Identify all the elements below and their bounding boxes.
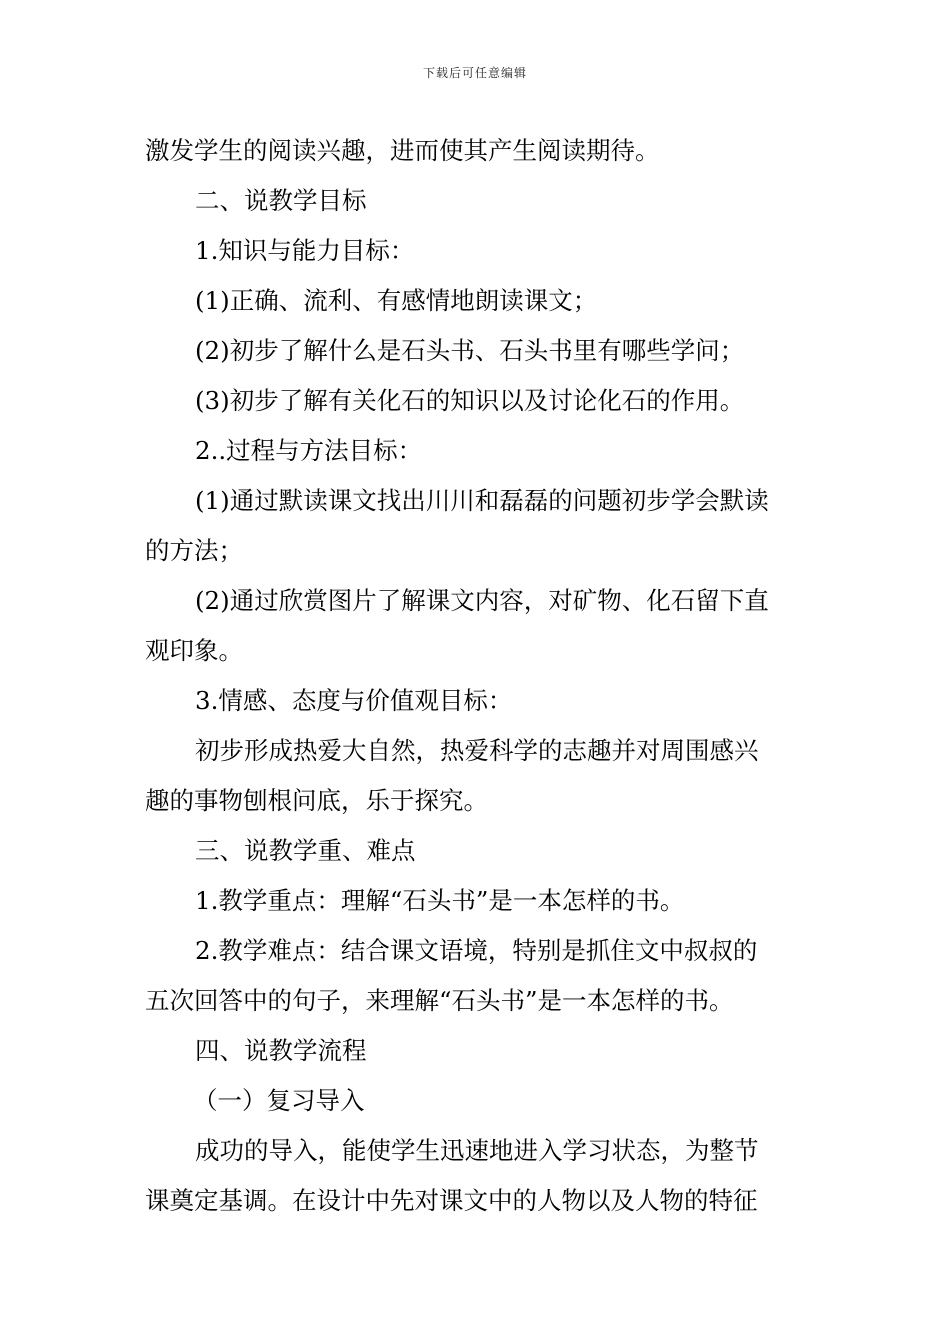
paragraph-line: 成功的导入，能使学生迅速地进入学习状态，为整节 (195, 1136, 759, 1165)
subsection-heading: （一）复习导入 (193, 1086, 365, 1115)
paragraph-line: 2.教学难点：结合课文语境，特别是抓住文中叔叔的 (195, 936, 758, 965)
section-heading: 三、说教学重、难点 (195, 836, 416, 865)
paragraph-line: 课奠定基调。在设计中先对课文中的人物以及人物的特征 (145, 1186, 758, 1215)
section-heading: 二、说教学目标 (195, 186, 367, 215)
list-item: (2)初步了解什么是石头书、石头书里有哪些学问； (195, 336, 745, 365)
section-heading: 四、说教学流程 (195, 1036, 367, 1065)
list-item-continuation: 的方法； (145, 536, 243, 565)
paragraph-line: 1.教学重点：理解“石头书”是一本怎样的书。 (195, 886, 685, 915)
list-item: (2)通过欣赏图片了解课文内容，对矿物、化石留下直 (195, 586, 769, 615)
list-item-continuation: 观印象。 (145, 636, 243, 665)
list-item: (3)初步了解有关化石的知识以及讨论化石的作用。 (195, 386, 745, 415)
paragraph-line: 初步形成热爱大自然，热爱科学的志趣并对周围感兴 (195, 736, 759, 765)
subsection-heading: 3.情感、态度与价值观目标： (195, 686, 513, 715)
paragraph-line: 激发学生的阅读兴趣，进而使其产生阅读期待。 (145, 136, 660, 165)
header-note: 下载后可任意编辑 (422, 66, 527, 80)
list-item: (1)通过默读课文找出川川和磊磊的问题初步学会默读 (195, 486, 769, 515)
document-body (145, 126, 810, 1226)
paragraph-line: 五次回答中的句子，来理解“石头书”是一本怎样的书。 (145, 986, 734, 1015)
subsection-heading: 2..过程与方法目标： (195, 436, 423, 465)
paragraph-line: 趣的事物刨根问底，乐于探究。 (145, 786, 488, 815)
list-item: (1)正确、流利、有感情地朗读课文； (195, 286, 598, 315)
subsection-heading: 1.知识与能力目标： (195, 236, 415, 265)
